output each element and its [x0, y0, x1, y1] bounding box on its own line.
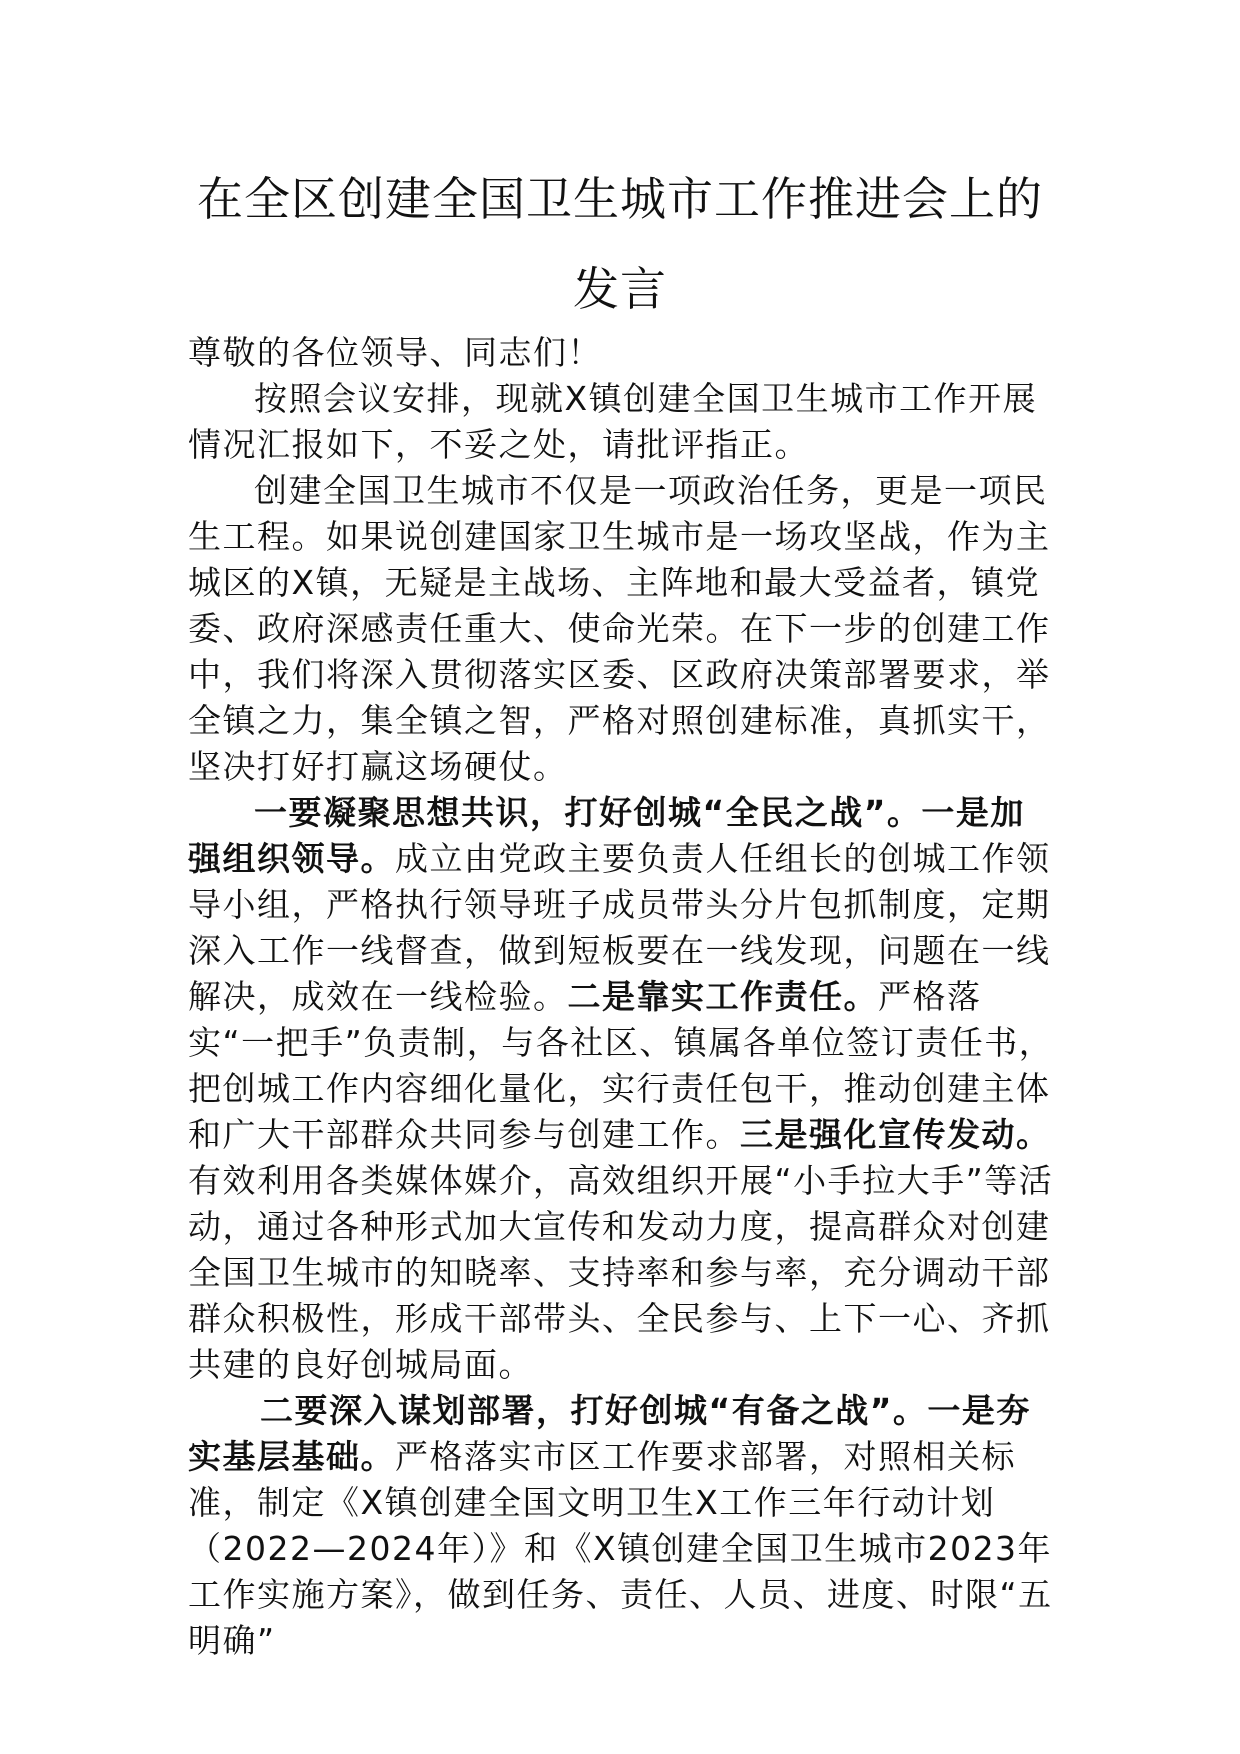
document-title-line1: 在全区创建全国卫生城市工作推进会上的	[197, 172, 1043, 226]
section-two-sub1-text: 严格落实市区工作要求部署，对照相关标准，制定《X镇创建全国文明卫生X工作三年行动计划（2022—2024年）》和《X镇创建全国卫生城市2023年工作实施方案》，做到任务、责任、人员、进度、时限“五明确”	[188, 1437, 1053, 1660]
document-title-line2: 发言	[573, 262, 667, 316]
section-one-sub3-title: 三是强化宣传发动。	[740, 1115, 1051, 1154]
section-two-sub1-title: 一是夯实基层基础。	[188, 1391, 1031, 1476]
paragraph-section-one	[188, 790, 1058, 1388]
salutation: 尊敬的各位领导、同志们！	[188, 333, 602, 372]
section-one-sub1-text: 成立由党政主要负责人任组长的创城工作领导小组，严格执行领导班子成员带头分片包抓制度，定期深入工作一线督查，做到短板要在一线发现，问题在一线解决，成效在一线检验。	[188, 839, 1051, 1016]
section-one-sub2-title: 二是靠实工作责任。	[567, 977, 878, 1016]
paragraph-section-two	[188, 1388, 1058, 1664]
section-one-sub2-text: 严格落实“一把手”负责制，与各社区、镇属各单位签订责任书，把创城工作内容细化量化，实行责任包干，推动创建主体和广大干部群众共同参与创建工作。	[188, 977, 1054, 1154]
document-body	[188, 330, 1058, 1664]
section-one-sub1-title: 一是加强组织领导。	[188, 793, 1025, 878]
paragraph-overview: 创建全国卫生城市不仅是一项政治任务，更是一项民生工程。如果说创建国家卫生城市是一场攻坚战，作为主城区的X镇，无疑是主战场、主阵地和最大受益者，镇党委、政府深感责任重大、使命光荣。在下一步的创建工作中，我们将深入贯彻落实区委、区政府决策部署要求，举全镇之力，集全镇之智，严格对照创建标准，真抓实干，坚决打好打赢这场硬仗。	[188, 471, 1051, 786]
section-one-heading: 一要凝聚思想共识，打好创城“全民之战”。	[254, 793, 922, 832]
section-one-sub3-text: 有效利用各类媒体媒介，高效组织开展“小手拉大手”等活动，通过各种形式加大宣传和发动力度，提高群众对创建全国卫生城市的知晓率、支持率和参与率，充分调动干部群众积极性，形成干部带头、全民参与、上下一心、齐抓共建的良好创城局面。	[188, 1161, 1054, 1384]
paragraph-intro: 按照会议安排，现就X镇创建全国卫生城市工作开展情况汇报如下，不妥之处，请批评指正。	[188, 379, 1038, 464]
section-two-heading: 二要深入谋划部署，打好创城“有备之战”。	[260, 1391, 928, 1430]
